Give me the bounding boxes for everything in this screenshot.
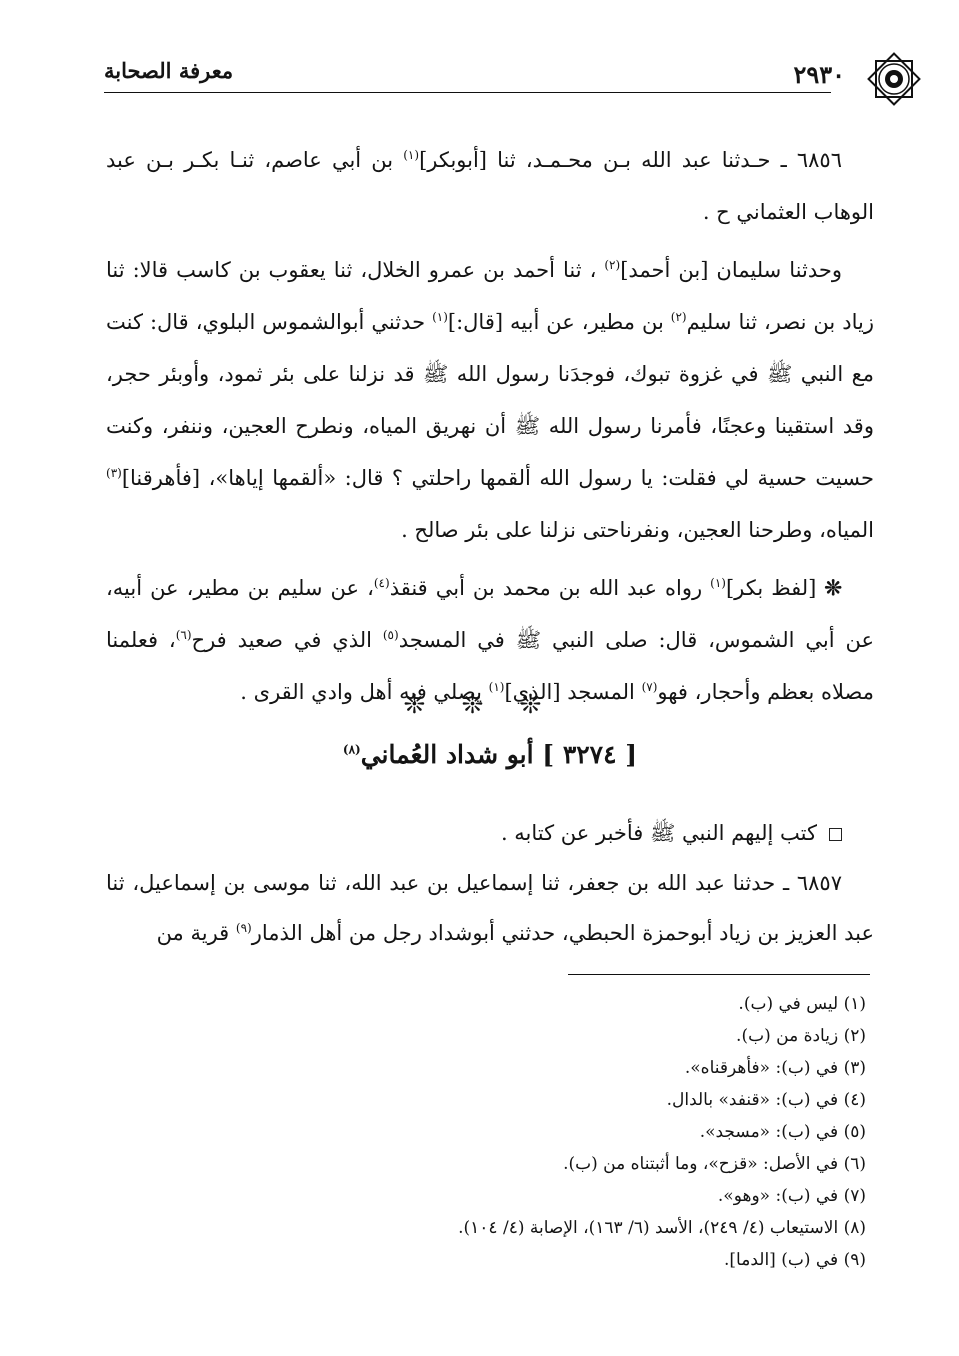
octagonal-ornament-icon <box>865 50 923 108</box>
footnote-ref: (٥) <box>382 628 399 642</box>
footnote-ref: (١) <box>710 576 726 590</box>
text-span: [لفظ بكر] <box>725 576 825 600</box>
text-span: المسجد [الذي] <box>504 680 642 704</box>
intro-line <box>106 808 874 858</box>
section-title-text: [ ٣٢٧٤ ] أبو شداد العُماني <box>360 740 638 769</box>
footnote-item: (٧) في (ب): «وهو». <box>717 1186 866 1206</box>
text-span: يصلي فيه أهل وادي القرى . <box>240 680 489 704</box>
main-text-block <box>106 134 874 718</box>
text-span: ٦٨٥٧ ـ حدثنا عبد الله بن جعفر، ثنا إسماعيل بن عبد الله، ثنا موسى بن إسماعيل، ثنا عبد العزيز بن زياد أبوحمزة الحبطي، حدثني أبوشداد رجل من أهل الذمار <box>106 871 874 945</box>
section-separator: ❊ ❊ ❊ <box>403 690 556 720</box>
section-heading <box>106 740 874 769</box>
text-span: قرية من <box>156 921 236 945</box>
footnote-ref: (٦) <box>175 628 192 642</box>
footnote-ref: (١) <box>403 148 420 162</box>
star-marker-icon: ❊ <box>824 575 842 600</box>
footnote-ref: (٤) <box>373 576 390 590</box>
text-span: ، عن سليم بن مطير، عن أبيه، عن أبي الشموس، قال: صلى النبي ﷺ في المسجد <box>106 576 874 652</box>
text-span: وحدثنا سليمان [بن أحمد] <box>620 258 842 282</box>
running-title: معرفة الصحابة <box>104 58 234 83</box>
square-bullet-icon <box>829 828 842 841</box>
footnote-item: (١) ليس في (ب). <box>738 994 866 1014</box>
footnote-item: (٣) في (ب): «فأهرقناه». <box>684 1058 866 1078</box>
text-span: حدثني أبوالشموس البلوي، قال: كنت مع النبي ﷺ في غزوة تبوك، فوجدَنا رسول الله ﷺ قد نزلنا على بئر ثمود، وأوبئر حجر، وقد استقينا وعجنًا، فأمرنا رسول الله ﷺ أن نهريق المياه، ونطرح العجين، وننفر، وكنت حسيت حسية لي فقلت: يا رسول الله ألقمها راحلتي ؟ قال: «ألقمها إياها»، [فأهرقنا] <box>106 310 874 490</box>
footnote-item: (٩) في (ب) [الدما]. <box>724 1250 866 1270</box>
hadith-6856-paragraph <box>106 134 874 238</box>
text-span: عبد الوهاب العثماني ح . <box>106 148 874 224</box>
second-text-block <box>106 808 874 958</box>
text-span: كتب إليهم النبي ﷺ فأخبر عن كتابه . <box>500 821 817 845</box>
page-number: ٢٩٣٠ <box>793 60 845 89</box>
footnote-ref: (٢) <box>604 258 621 272</box>
text-span: ، فعلمنا مصلاه بعظم وأحجار، فهو <box>106 628 874 704</box>
footnote-item: (٢) زيادة من (ب). <box>736 1026 866 1046</box>
footnote-ref: (٩) <box>235 921 252 935</box>
chain-paragraph <box>106 244 874 556</box>
text-span: الذي في صعيد فرح <box>191 628 383 652</box>
footnote-ref: (٣) <box>106 466 122 480</box>
text-span: ٦٨٥٦ ـ حـدثنا عبد الله بـن محـمـد، ثنا [أبوبكر] <box>419 148 842 172</box>
footnote-item: (٤) في (ب): «قنفد» بالدال. <box>666 1090 866 1110</box>
text-span: ، ثنا أحمد بن عمرو الخلال، ثنا يعقوب بن كاسب قالا: ثنا زياد بن نصر، ثنا سليم <box>106 258 874 334</box>
header-rule <box>104 92 831 93</box>
text-span: المياه، وطرحنا العجين، ونفرناحتى نزلنا على بئر صالح . <box>401 518 874 542</box>
footnotes <box>106 988 866 1276</box>
footnote-item: (٦) في الأصل: «قزح»، وما أثبتناه من (ب). <box>563 1154 866 1174</box>
footnote-ref: (٨) <box>342 742 361 757</box>
footnote-ref: (٧) <box>641 680 658 694</box>
footnote-rule <box>568 974 870 975</box>
footnote-item: (٥) في (ب): «مسجد». <box>699 1122 866 1142</box>
footnote-ref: (٢) <box>670 310 687 324</box>
text-span: بن أبي عاصم، ثنـا بكـر بـن <box>146 148 404 172</box>
hadith-6857-paragraph <box>106 858 874 958</box>
footnote-ref: (١) <box>432 310 448 324</box>
footnote-ref: (١) <box>488 680 505 694</box>
page-header <box>104 56 879 92</box>
text-span: بن مطير، عن أبيه [قال:] <box>447 310 671 334</box>
text-span: رواه عبد الله بن محمد بن أبي قنقذ <box>389 576 711 600</box>
footnote-item: (٨) الاستيعاب (٤/ ٢٤٩)، الأسد (٦/ ١٦٣)، الإصابة (٤/ ١٠٤). <box>458 1218 866 1238</box>
